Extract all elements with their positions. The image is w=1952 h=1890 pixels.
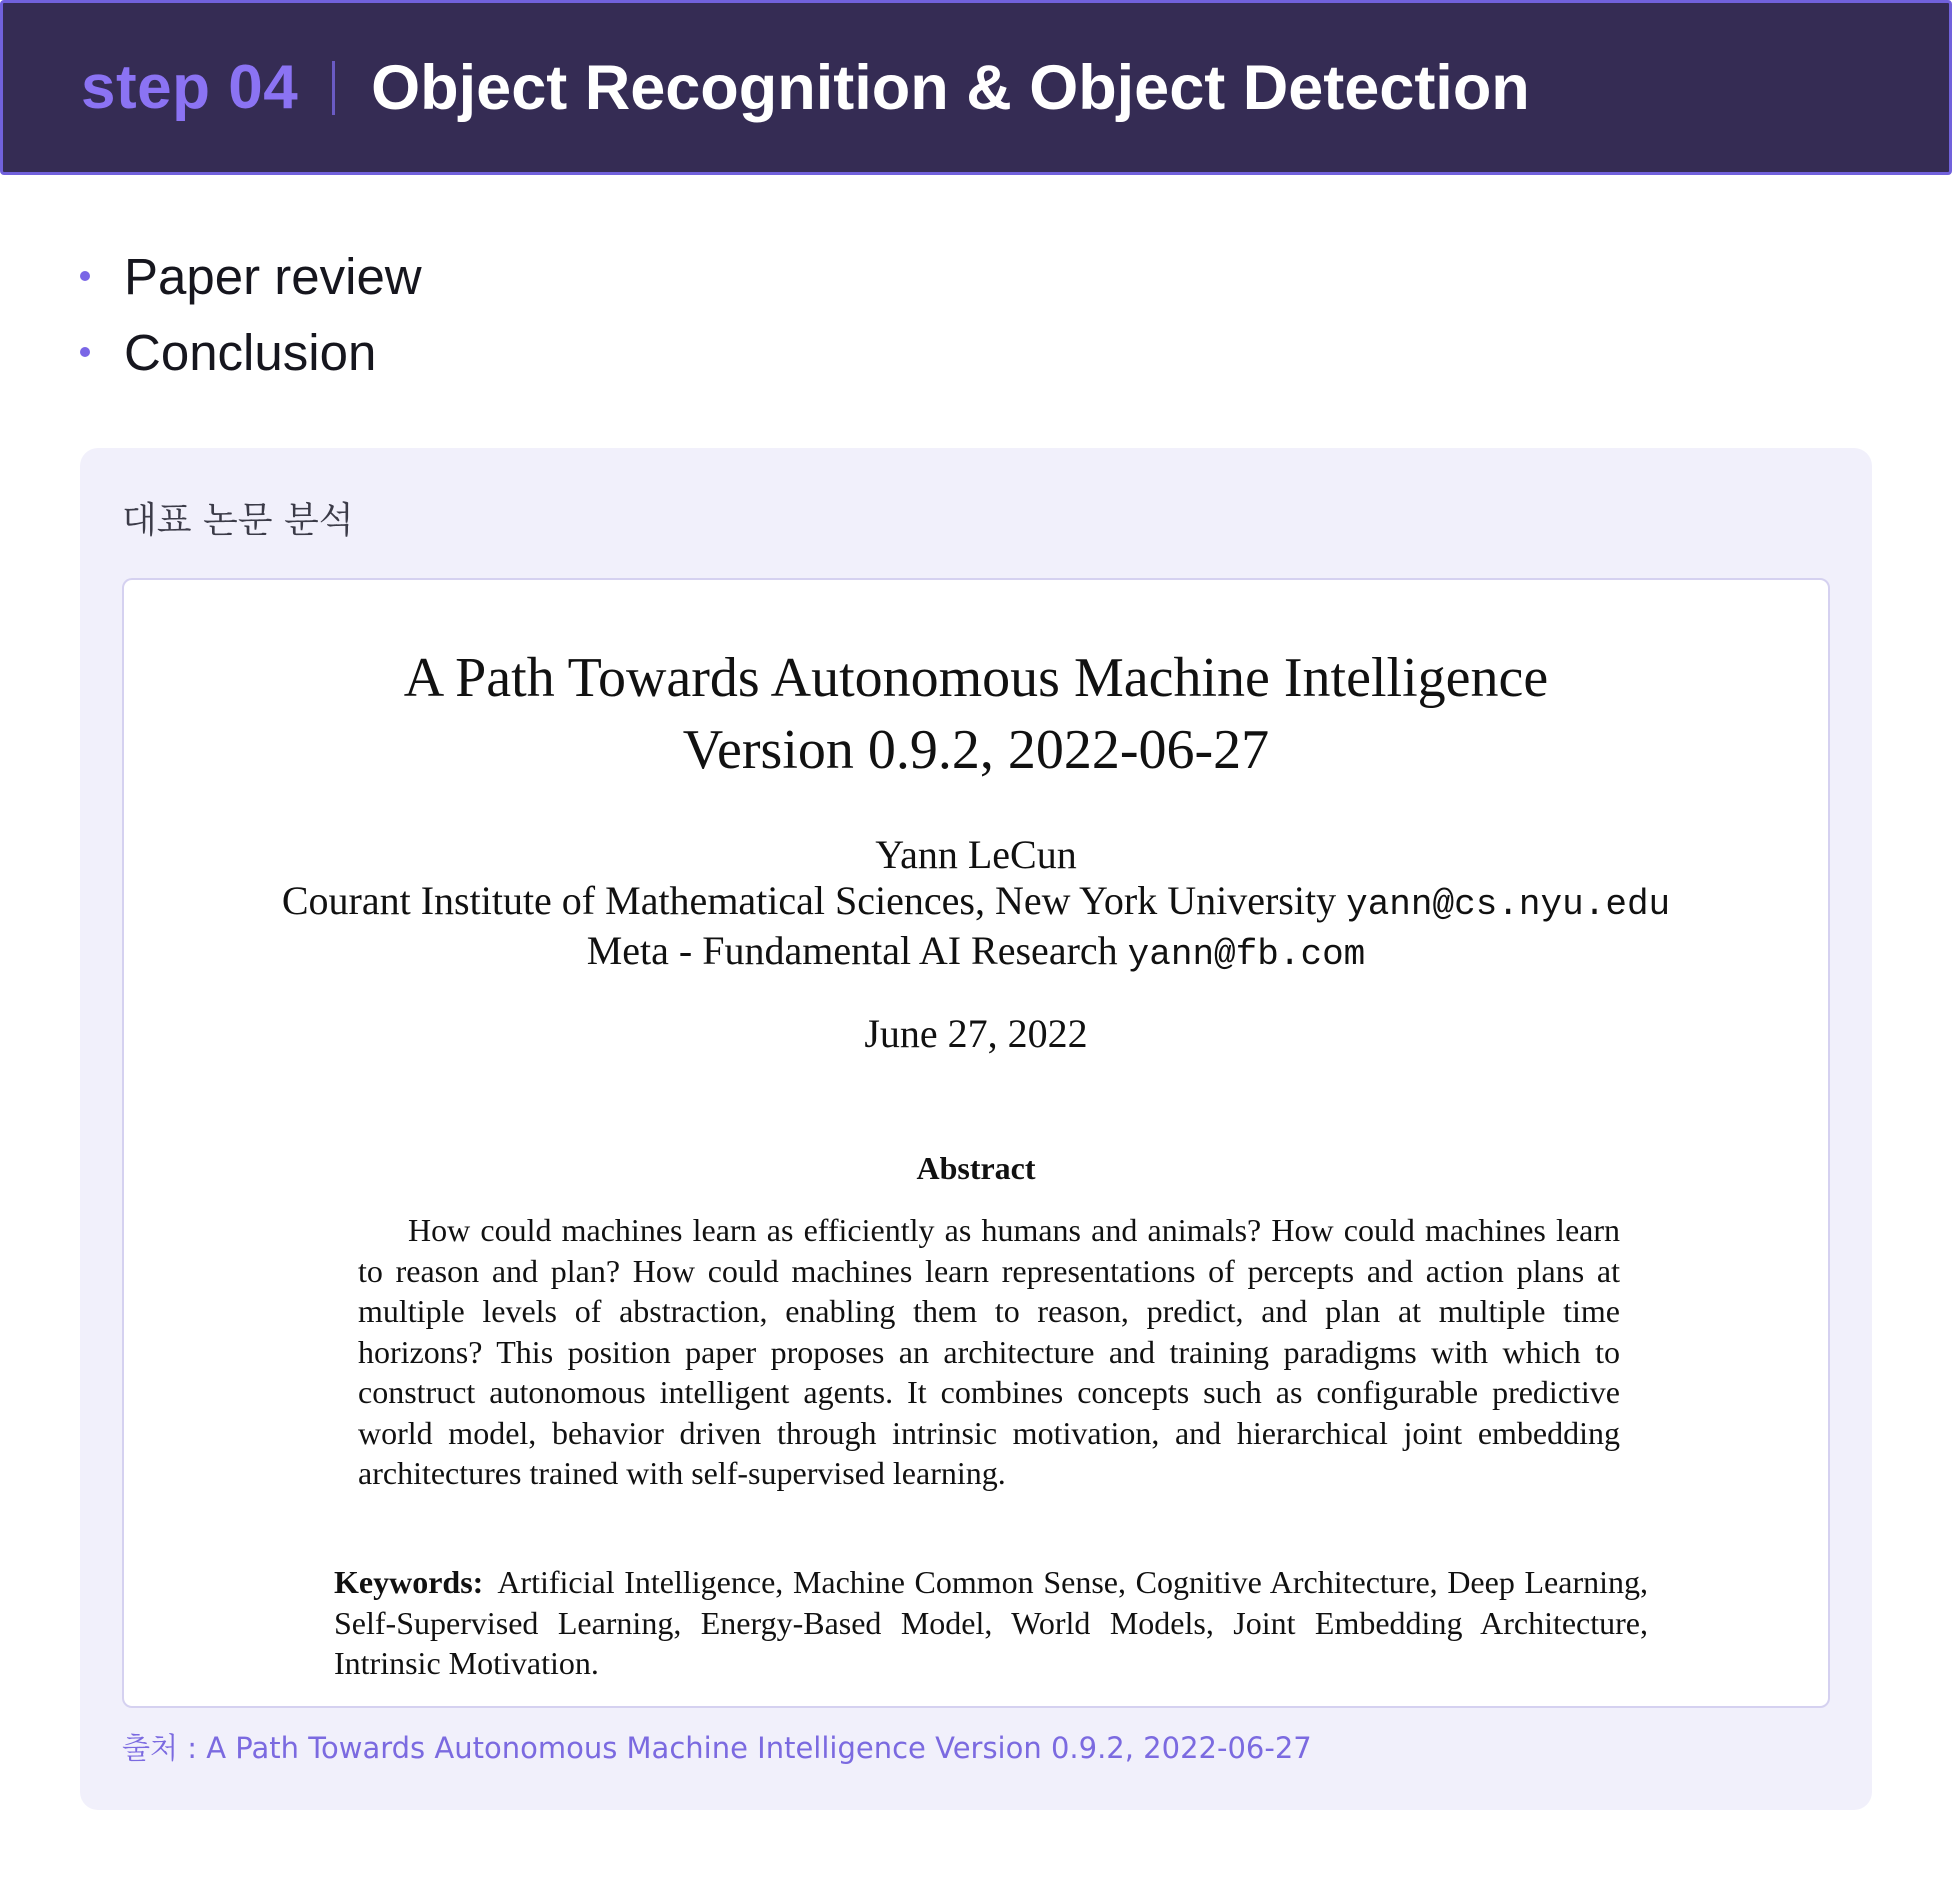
affiliation-name: Courant Institute of Mathematical Sciences, New York University — [281, 878, 1337, 923]
author-email: yann@fb.com — [1127, 934, 1366, 975]
bullet-text: Conclusion — [124, 323, 377, 381]
keywords-label: Keywords: — [334, 1564, 484, 1600]
paper-affiliation — [124, 878, 1828, 928]
paper-affiliation — [124, 928, 1828, 978]
paper-author: Yann LeCun — [875, 832, 1077, 877]
paper-version-line: Version 0.9.2, 2022-06-27 — [682, 719, 1270, 781]
page-title: Object Recognition & Object Detection — [371, 52, 1530, 123]
header-divider — [332, 61, 335, 115]
list-item — [78, 238, 422, 314]
page-header — [0, 0, 1952, 175]
bullet-text: Paper review — [124, 247, 422, 305]
paper-analysis-panel — [80, 448, 1872, 1810]
step-label: step 04 — [81, 53, 299, 122]
abstract-heading: Abstract — [916, 1150, 1036, 1186]
abstract-body: How could machines learn as efficiently as humans and animals? How could machines learn to reason and plan? How could machines learn representations of percepts and action plans at multiple levels of abstraction, enabling them to reason, predict, and plan at multiple time horizons? This position paper proposes an architecture and training paradigms with which to construct autonomous intelligent agents. It combines concepts such as configurable predictive world model, behavior driven through intrinsic motivation, and hierarchical joint embedding architectures trained with self-supervised learning. — [358, 1212, 1620, 1491]
source-caption: 출처 : A Path Towards Autonomous Machine Intelligence Version 0.9.2, 2022-06-27 — [122, 1731, 1312, 1765]
bullet-list — [78, 238, 422, 390]
affiliation-name: Meta - Fundamental AI Research — [586, 928, 1118, 973]
paper-preview — [122, 578, 1830, 1708]
paper-title — [124, 642, 1828, 786]
paper-keywords — [334, 1562, 1648, 1684]
panel-heading: 대표 논문 분석 — [122, 500, 354, 541]
paper-authors — [124, 832, 1828, 978]
author-email: yann@cs.nyu.edu — [1346, 884, 1671, 925]
bullet-dot-icon — [80, 347, 90, 357]
paper-date: June 27, 2022 — [864, 1011, 1088, 1056]
bullet-dot-icon — [80, 271, 90, 281]
paper-title-line: A Path Towards Autonomous Machine Intelligence — [403, 647, 1549, 709]
list-item — [78, 314, 422, 390]
keywords-text: Artificial Intelligence, Machine Common Sense, Cognitive Architecture, Deep Learning, Self-Supervised Learning, Energy-Based Model, World Models, Joint Embedding Architecture, Intrinsic Motivation. — [334, 1564, 1648, 1681]
